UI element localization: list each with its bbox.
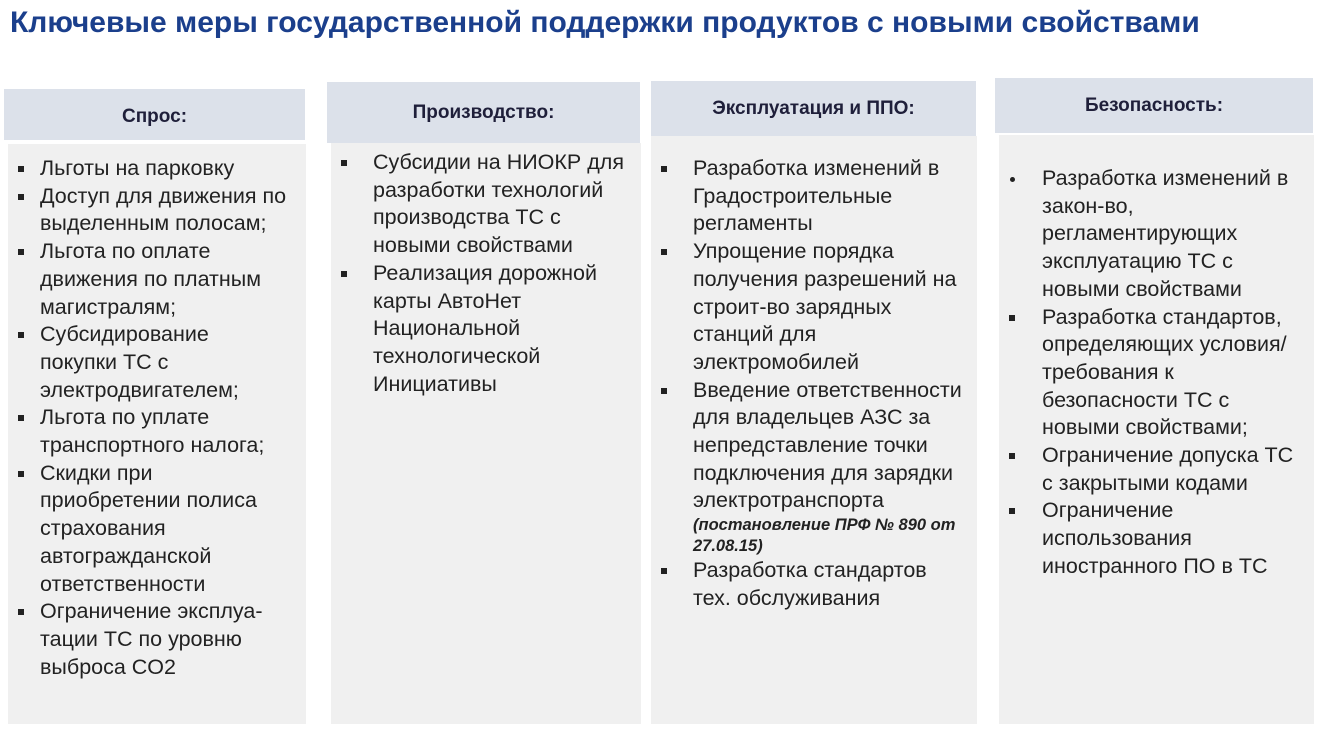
list-item: Ограничение использования иностранного ПО в ТС (999, 497, 1299, 580)
column-header-operation (651, 81, 976, 136)
safety-list (999, 165, 1299, 581)
list-item: Разработка стандартов, определяющих условия/требования к безопасности ТС с новыми свойствами; (999, 304, 1299, 443)
column-header-safety (995, 78, 1313, 133)
list-item: Субсидирование покупки ТС с электродвигателем; (8, 321, 290, 404)
list-item: Упрощение порядка получения разрешений на строит-во зарядных станций для электромобилей (651, 238, 969, 377)
list-item: Разработка изменений в Градостроительные регламенты (651, 155, 969, 238)
column-header-production (327, 82, 640, 143)
list-item: Разработка стандартов тех. обслуживания (651, 557, 969, 612)
list-item-text: Введение ответственности для владельцев АЗС за непредставление точки подключения для зарядки электротранспорта (693, 377, 962, 513)
list-item: Субсидии на НИОКР для разработки технологий производства ТС с новыми свойствами (331, 149, 631, 260)
list-item: Ограничение эксплуа-тации ТС по уровню выброса CO2 (8, 598, 290, 681)
column-header-demand (4, 89, 305, 140)
list-item: Ограничение допуска ТС с закрытыми кодами (999, 442, 1299, 497)
list-item: Льготы на парковку (8, 155, 290, 183)
column-header-label: Безопасность: (1084, 94, 1224, 116)
page-title: Ключевые меры государственной поддержки продуктов с новыми свойствами (10, 6, 1200, 39)
column-body-production (331, 143, 641, 724)
list-item: Льгота по оплате движения по платным магистралям; (8, 238, 290, 321)
list-item: Скидки при приобретении полиса страхования автогражданской ответственности (8, 460, 290, 599)
list-item: Реализация дорожной карты АвтоНет Национальной технологической Инициативы (331, 260, 631, 399)
regulation-note: (постановление ПРФ № 890 от 27.08.15) (693, 516, 956, 556)
list-item: Льгота по уплате транспортного налога; (8, 404, 290, 459)
column-header-label: Производство: (412, 101, 555, 123)
column-header-label: Спрос: (121, 105, 188, 127)
column-header-label: Эксплуатация и ППО: (712, 97, 915, 119)
demand-list (8, 155, 290, 681)
production-list (331, 149, 631, 398)
column-body-safety (999, 135, 1314, 724)
operation-list (651, 155, 969, 613)
list-item: Разработка изменений в закон-во, регламентирующих эксплуатацию ТС с новыми свойствами (999, 165, 1299, 304)
column-body-operation (651, 136, 977, 724)
column-body-demand (8, 144, 306, 724)
list-item (651, 377, 969, 558)
list-item: Доступ для движения по выделенным полосам; (8, 183, 290, 238)
